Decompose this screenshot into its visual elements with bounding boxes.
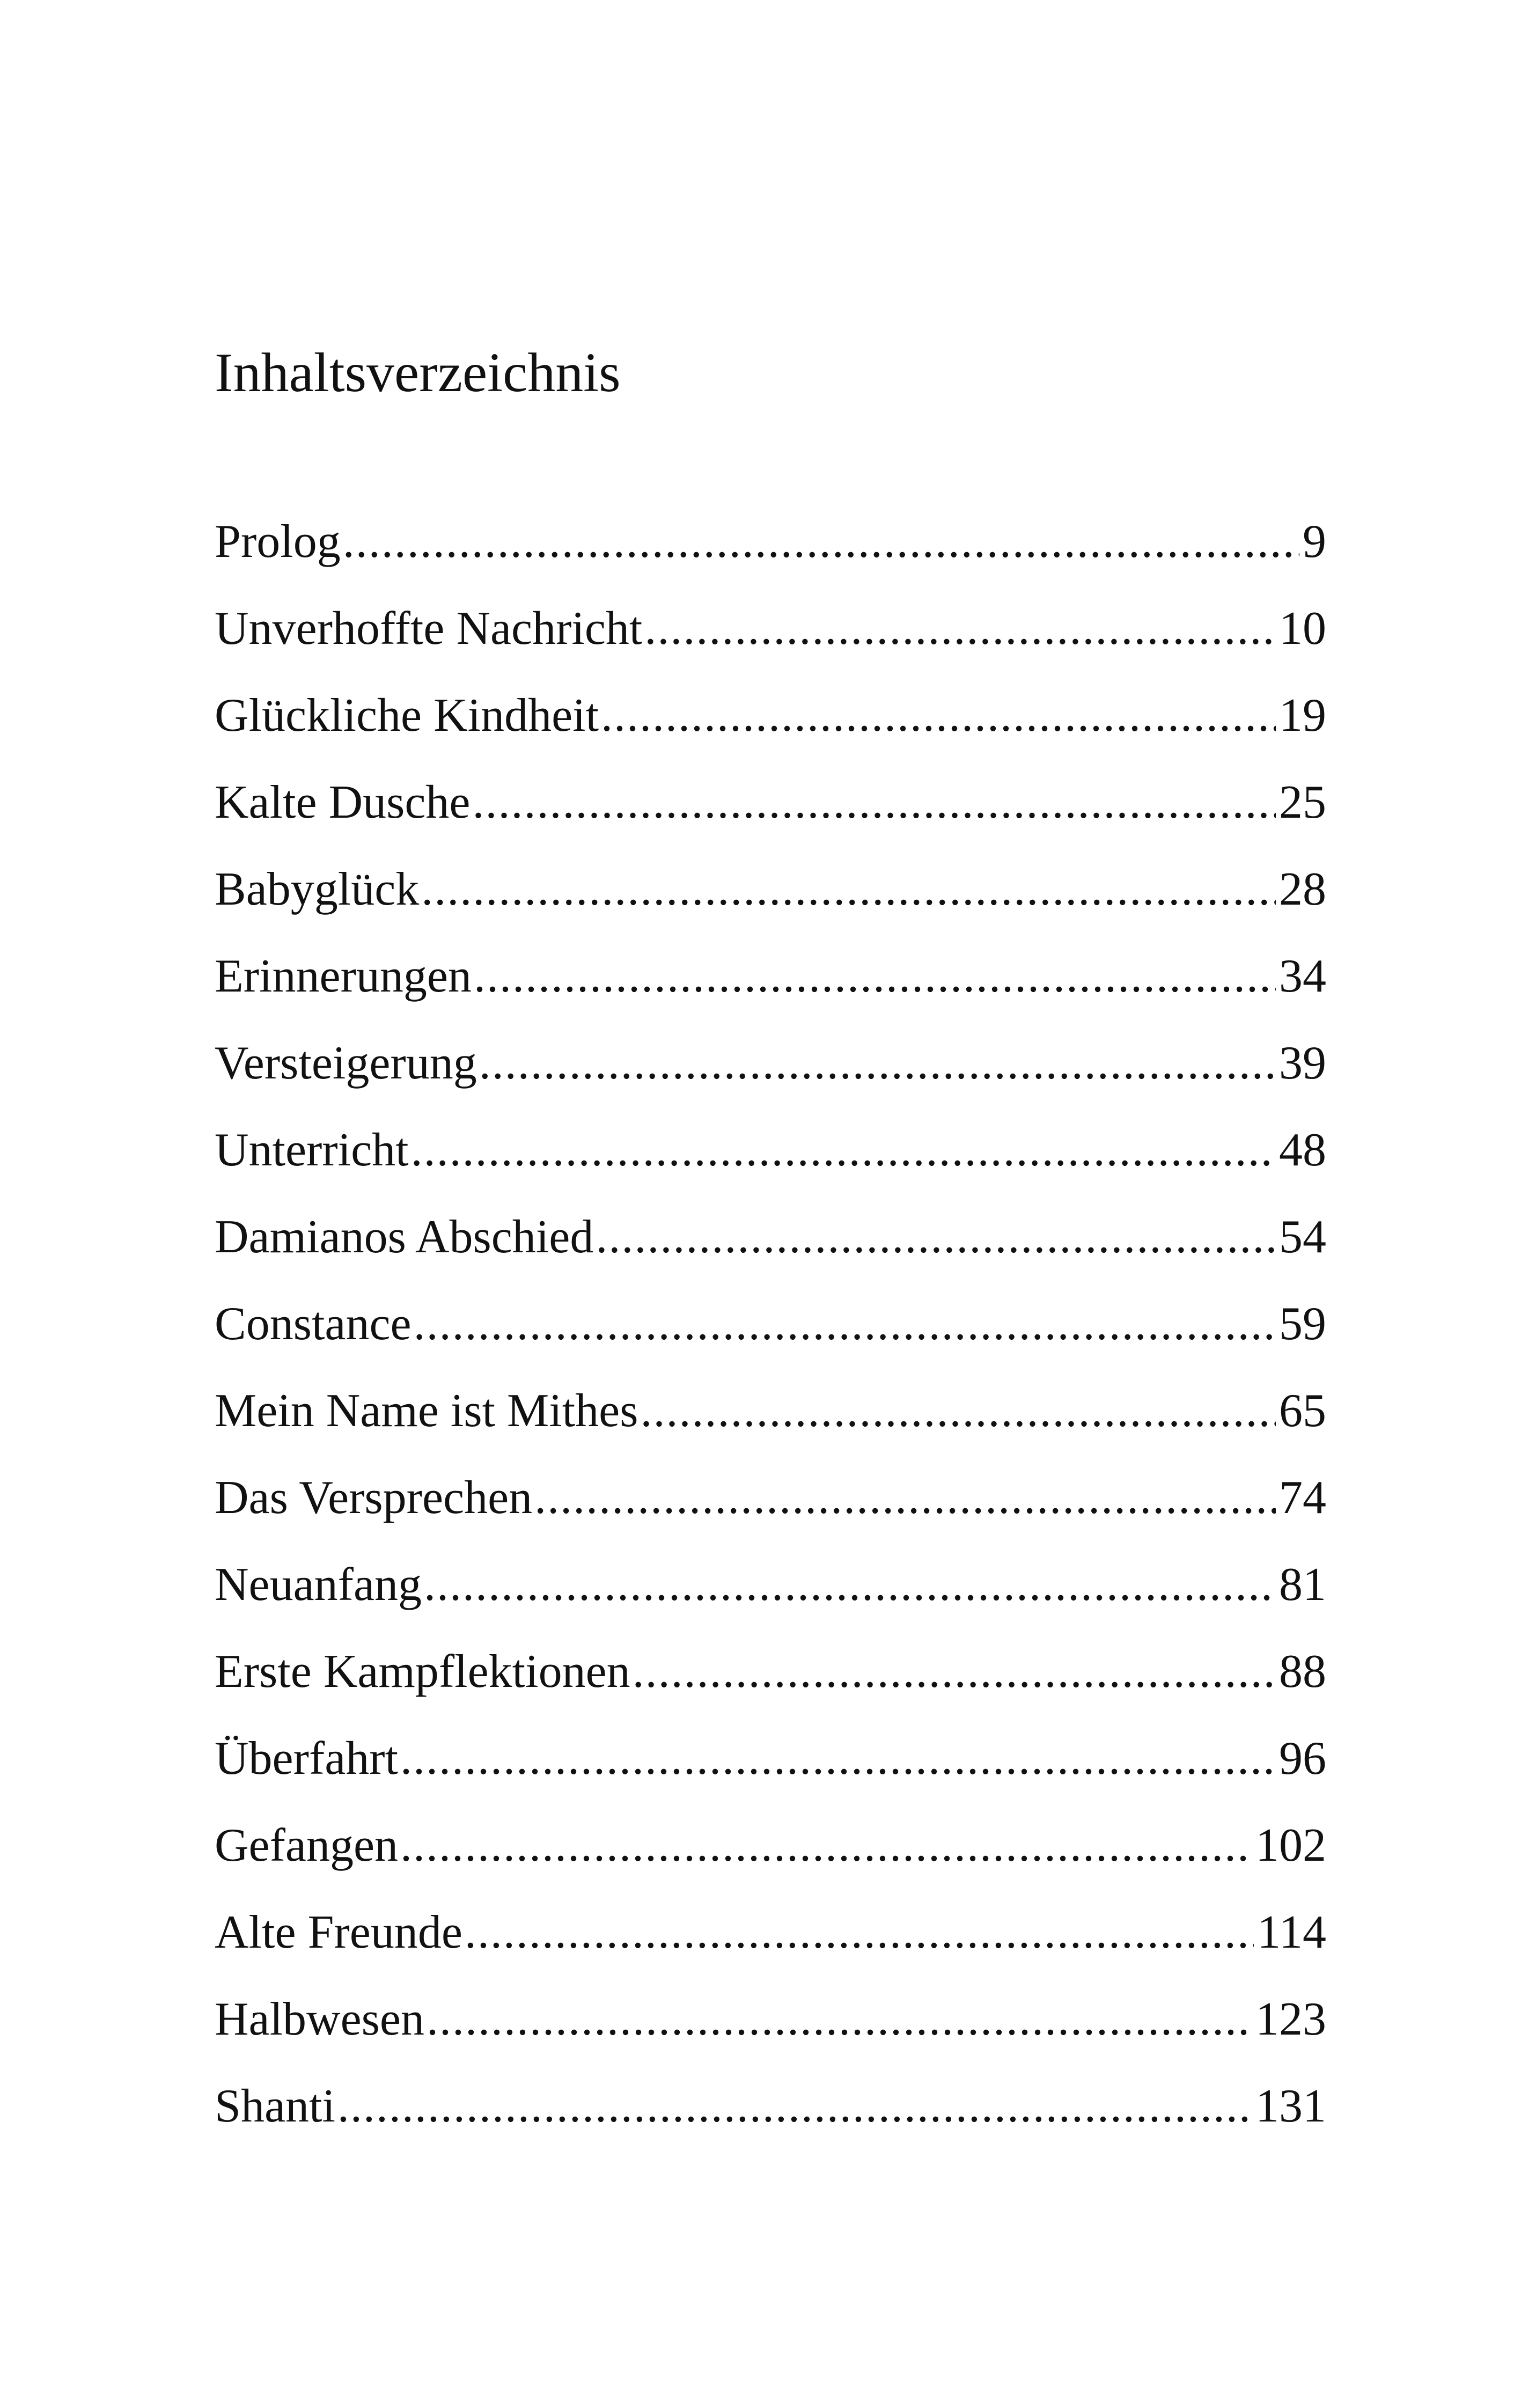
entry-title: Überfahrt bbox=[215, 1732, 399, 1785]
entry-title: Unverhoffte Nachricht bbox=[215, 603, 643, 655]
dot-leader bbox=[534, 1466, 1276, 1530]
dot-leader bbox=[472, 770, 1276, 835]
dot-leader bbox=[414, 1292, 1276, 1356]
entry-title: Neuanfang bbox=[215, 1559, 422, 1611]
entry-page-number: 9 bbox=[1303, 516, 1326, 568]
dot-leader bbox=[421, 857, 1276, 922]
entry-title: Das Versprechen bbox=[215, 1472, 533, 1524]
dot-leader bbox=[640, 1379, 1276, 1443]
entry-page-number: 19 bbox=[1279, 689, 1326, 742]
entry-page-number: 25 bbox=[1279, 776, 1326, 828]
toc-entry bbox=[215, 597, 1326, 684]
entry-page-number: 28 bbox=[1279, 863, 1326, 915]
entry-title: Damianos Abschied bbox=[215, 1211, 594, 1263]
toc-entry bbox=[215, 684, 1326, 770]
toc-entry bbox=[215, 1379, 1326, 1466]
entry-page-number: 131 bbox=[1255, 2080, 1326, 2132]
toc-entry bbox=[215, 1987, 1326, 2074]
entry-page-number: 96 bbox=[1279, 1732, 1326, 1785]
entry-page-number: 65 bbox=[1279, 1385, 1326, 1437]
dot-leader bbox=[400, 1814, 1252, 1878]
toc-entry bbox=[215, 1814, 1326, 1900]
entry-page-number: 34 bbox=[1279, 950, 1326, 1002]
entry-title: Prolog bbox=[215, 516, 341, 568]
entry-page-number: 114 bbox=[1257, 1906, 1326, 1958]
entry-title: Erinnerungen bbox=[215, 950, 472, 1002]
dot-leader bbox=[427, 1987, 1252, 2052]
dot-leader bbox=[474, 944, 1276, 1009]
entry-page-number: 10 bbox=[1279, 603, 1326, 655]
entry-page-number: 74 bbox=[1279, 1472, 1326, 1524]
dot-leader bbox=[411, 1118, 1276, 1183]
entry-title: Shanti bbox=[215, 2080, 335, 2132]
dot-leader bbox=[633, 1640, 1276, 1704]
dot-leader bbox=[337, 2074, 1252, 2139]
dot-leader bbox=[343, 510, 1299, 574]
entry-title: Constance bbox=[215, 1298, 412, 1350]
toc-entry bbox=[215, 510, 1326, 597]
entry-title: Halbwesen bbox=[215, 1993, 424, 2045]
entry-title: Glückliche Kindheit bbox=[215, 689, 599, 742]
toc-entry bbox=[215, 1553, 1326, 1640]
dot-leader bbox=[601, 684, 1276, 748]
dot-leader bbox=[424, 1553, 1276, 1617]
entry-title: Gefangen bbox=[215, 1819, 399, 1871]
dot-leader bbox=[465, 1900, 1254, 1965]
dot-leader bbox=[644, 597, 1276, 661]
entry-title: Unterricht bbox=[215, 1124, 409, 1176]
dot-leader bbox=[400, 1727, 1276, 1791]
toc-entry bbox=[215, 1640, 1326, 1727]
entry-page-number: 123 bbox=[1255, 1993, 1326, 2045]
toc-entry bbox=[215, 1466, 1326, 1553]
toc-entry bbox=[215, 1031, 1326, 1118]
entry-title: Erste Kampflektionen bbox=[215, 1646, 630, 1698]
entry-title: Mein Name ist Mithes bbox=[215, 1385, 638, 1437]
entry-title: Versteigerung bbox=[215, 1037, 477, 1089]
entry-page-number: 48 bbox=[1279, 1124, 1326, 1176]
toc-entry bbox=[215, 1205, 1326, 1292]
dot-leader bbox=[596, 1205, 1276, 1269]
entry-page-number: 59 bbox=[1279, 1298, 1326, 1350]
toc-entry bbox=[215, 857, 1326, 944]
toc-heading: Inhaltsverzeichnis bbox=[215, 342, 621, 403]
toc-entry bbox=[215, 1292, 1326, 1379]
entry-page-number: 88 bbox=[1279, 1646, 1326, 1698]
toc-list bbox=[215, 510, 1326, 2161]
toc-entry bbox=[215, 1118, 1326, 1205]
entry-page-number: 81 bbox=[1279, 1559, 1326, 1611]
entry-page-number: 102 bbox=[1255, 1819, 1326, 1871]
toc-entry bbox=[215, 2074, 1326, 2161]
toc-entry bbox=[215, 1900, 1326, 1987]
entry-title: Alte Freunde bbox=[215, 1906, 462, 1958]
toc-entry bbox=[215, 770, 1326, 857]
dot-leader bbox=[479, 1031, 1276, 1096]
entry-title: Babyglück bbox=[215, 863, 420, 915]
toc-entry bbox=[215, 944, 1326, 1031]
toc-entry bbox=[215, 1727, 1326, 1814]
entry-page-number: 39 bbox=[1279, 1037, 1326, 1089]
entry-page-number: 54 bbox=[1279, 1211, 1326, 1263]
entry-title: Kalte Dusche bbox=[215, 776, 471, 828]
